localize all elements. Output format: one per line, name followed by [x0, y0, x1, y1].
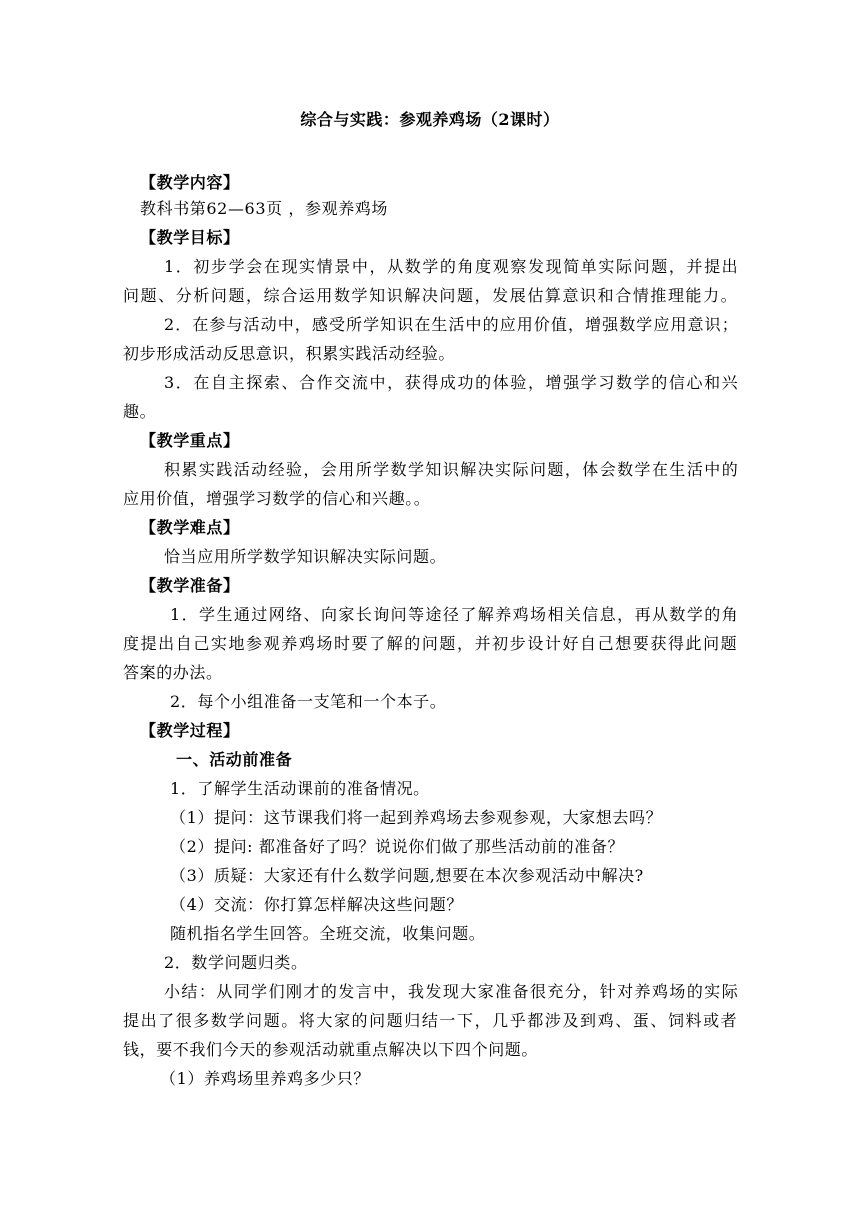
document-title: 综合与实践：参观养鸡场（2课时） [300, 110, 560, 129]
question-3: （3）质疑：大家还有什么数学问题,想要在本次参观活动中解决? [170, 866, 644, 885]
prep-1-line-1: 1．学生通过网络、向家长询问等途径了解养鸡场相关信息，再从数学的角 [170, 605, 738, 624]
question-4: （4）交流：你打算怎样解决这些问题？ [170, 895, 463, 914]
key-points-line-2: 应用价值，增强学习数学的信心和兴趣。。 [123, 489, 431, 508]
step-1: 1．了解学生活动课前的准备情况。 [170, 779, 430, 798]
summary-line-1: 小结：从同学们刚才的发言中，我发现大家准备很充分，针对养鸡场的实际 [164, 982, 738, 1001]
goal-3-line-1: 3．在自主探索、合作交流中，获得成功的体验，增强学习数学的信心和兴 [164, 373, 738, 392]
heading-difficulties: 【教学难点】 [140, 518, 240, 537]
heading-preparation: 【教学准备】 [140, 576, 240, 595]
step-2: 2．数学问题归类。 [164, 953, 308, 972]
question-2: （2）提问: 都准备好了吗？说说你们做了那些活动前的准备？ [170, 837, 625, 856]
prep-1-line-2: 度提出自己实地参观养鸡场时要了解的问题，并初步设计好自己想要获得此问题 [123, 634, 737, 653]
list-item-1: （1）养鸡场里养鸡多少只？ [160, 1069, 370, 1088]
prep-2: 2．每个小组准备一支笔和一个本子。 [170, 692, 447, 711]
heading-teaching-content: 【教学内容】 [140, 173, 240, 192]
note-line: 随机指名学生回答。全班交流，收集问题。 [170, 924, 486, 943]
heading-process: 【教学过程】 [140, 721, 240, 740]
key-points-line-1: 积累实践活动经验，会用所学数学知识解决实际问题，体会数学在生活中的 [164, 460, 738, 479]
section-1-heading: 一、活动前准备 [176, 750, 293, 769]
goal-1-line-2: 问题、分析问题，综合运用数学知识解决问题，发展估算意识和合情推理能力。 [123, 286, 737, 305]
goal-2-line-1: 2．在参与活动中，感受所学知识在生活中的应用价值，增强数学应用意识； [164, 315, 738, 334]
summary-line-2: 提出了很多数学问题。将大家的问题归结一下，几乎都涉及到鸡、蛋、饲料或者 [123, 1011, 737, 1030]
goal-3-line-2: 趣。 [123, 402, 157, 421]
goal-2-line-2: 初步形成活动反思意识，积累实践活动经验。 [123, 344, 456, 363]
question-1: （1）提问：这节课我们将一起到养鸡场去参观参观，大家想去吗？ [170, 808, 663, 827]
teaching-content-text: 教科书第62—63页 ，参观养鸡场 [140, 199, 389, 218]
difficulties-text: 恰当应用所学数学知识解决实际问题。 [164, 547, 447, 566]
heading-teaching-goals: 【教学目标】 [140, 228, 240, 247]
summary-line-3: 钱，要不我们今天的参观活动就重点解决以下四个问题。 [123, 1040, 539, 1059]
prep-1-line-3: 答案的办法。 [123, 663, 223, 682]
heading-key-points: 【教学重点】 [140, 431, 240, 450]
goal-1-line-1: 1．初步学会在现实情景中，从数学的角度观察发现简单实际问题，并提出 [164, 257, 738, 276]
